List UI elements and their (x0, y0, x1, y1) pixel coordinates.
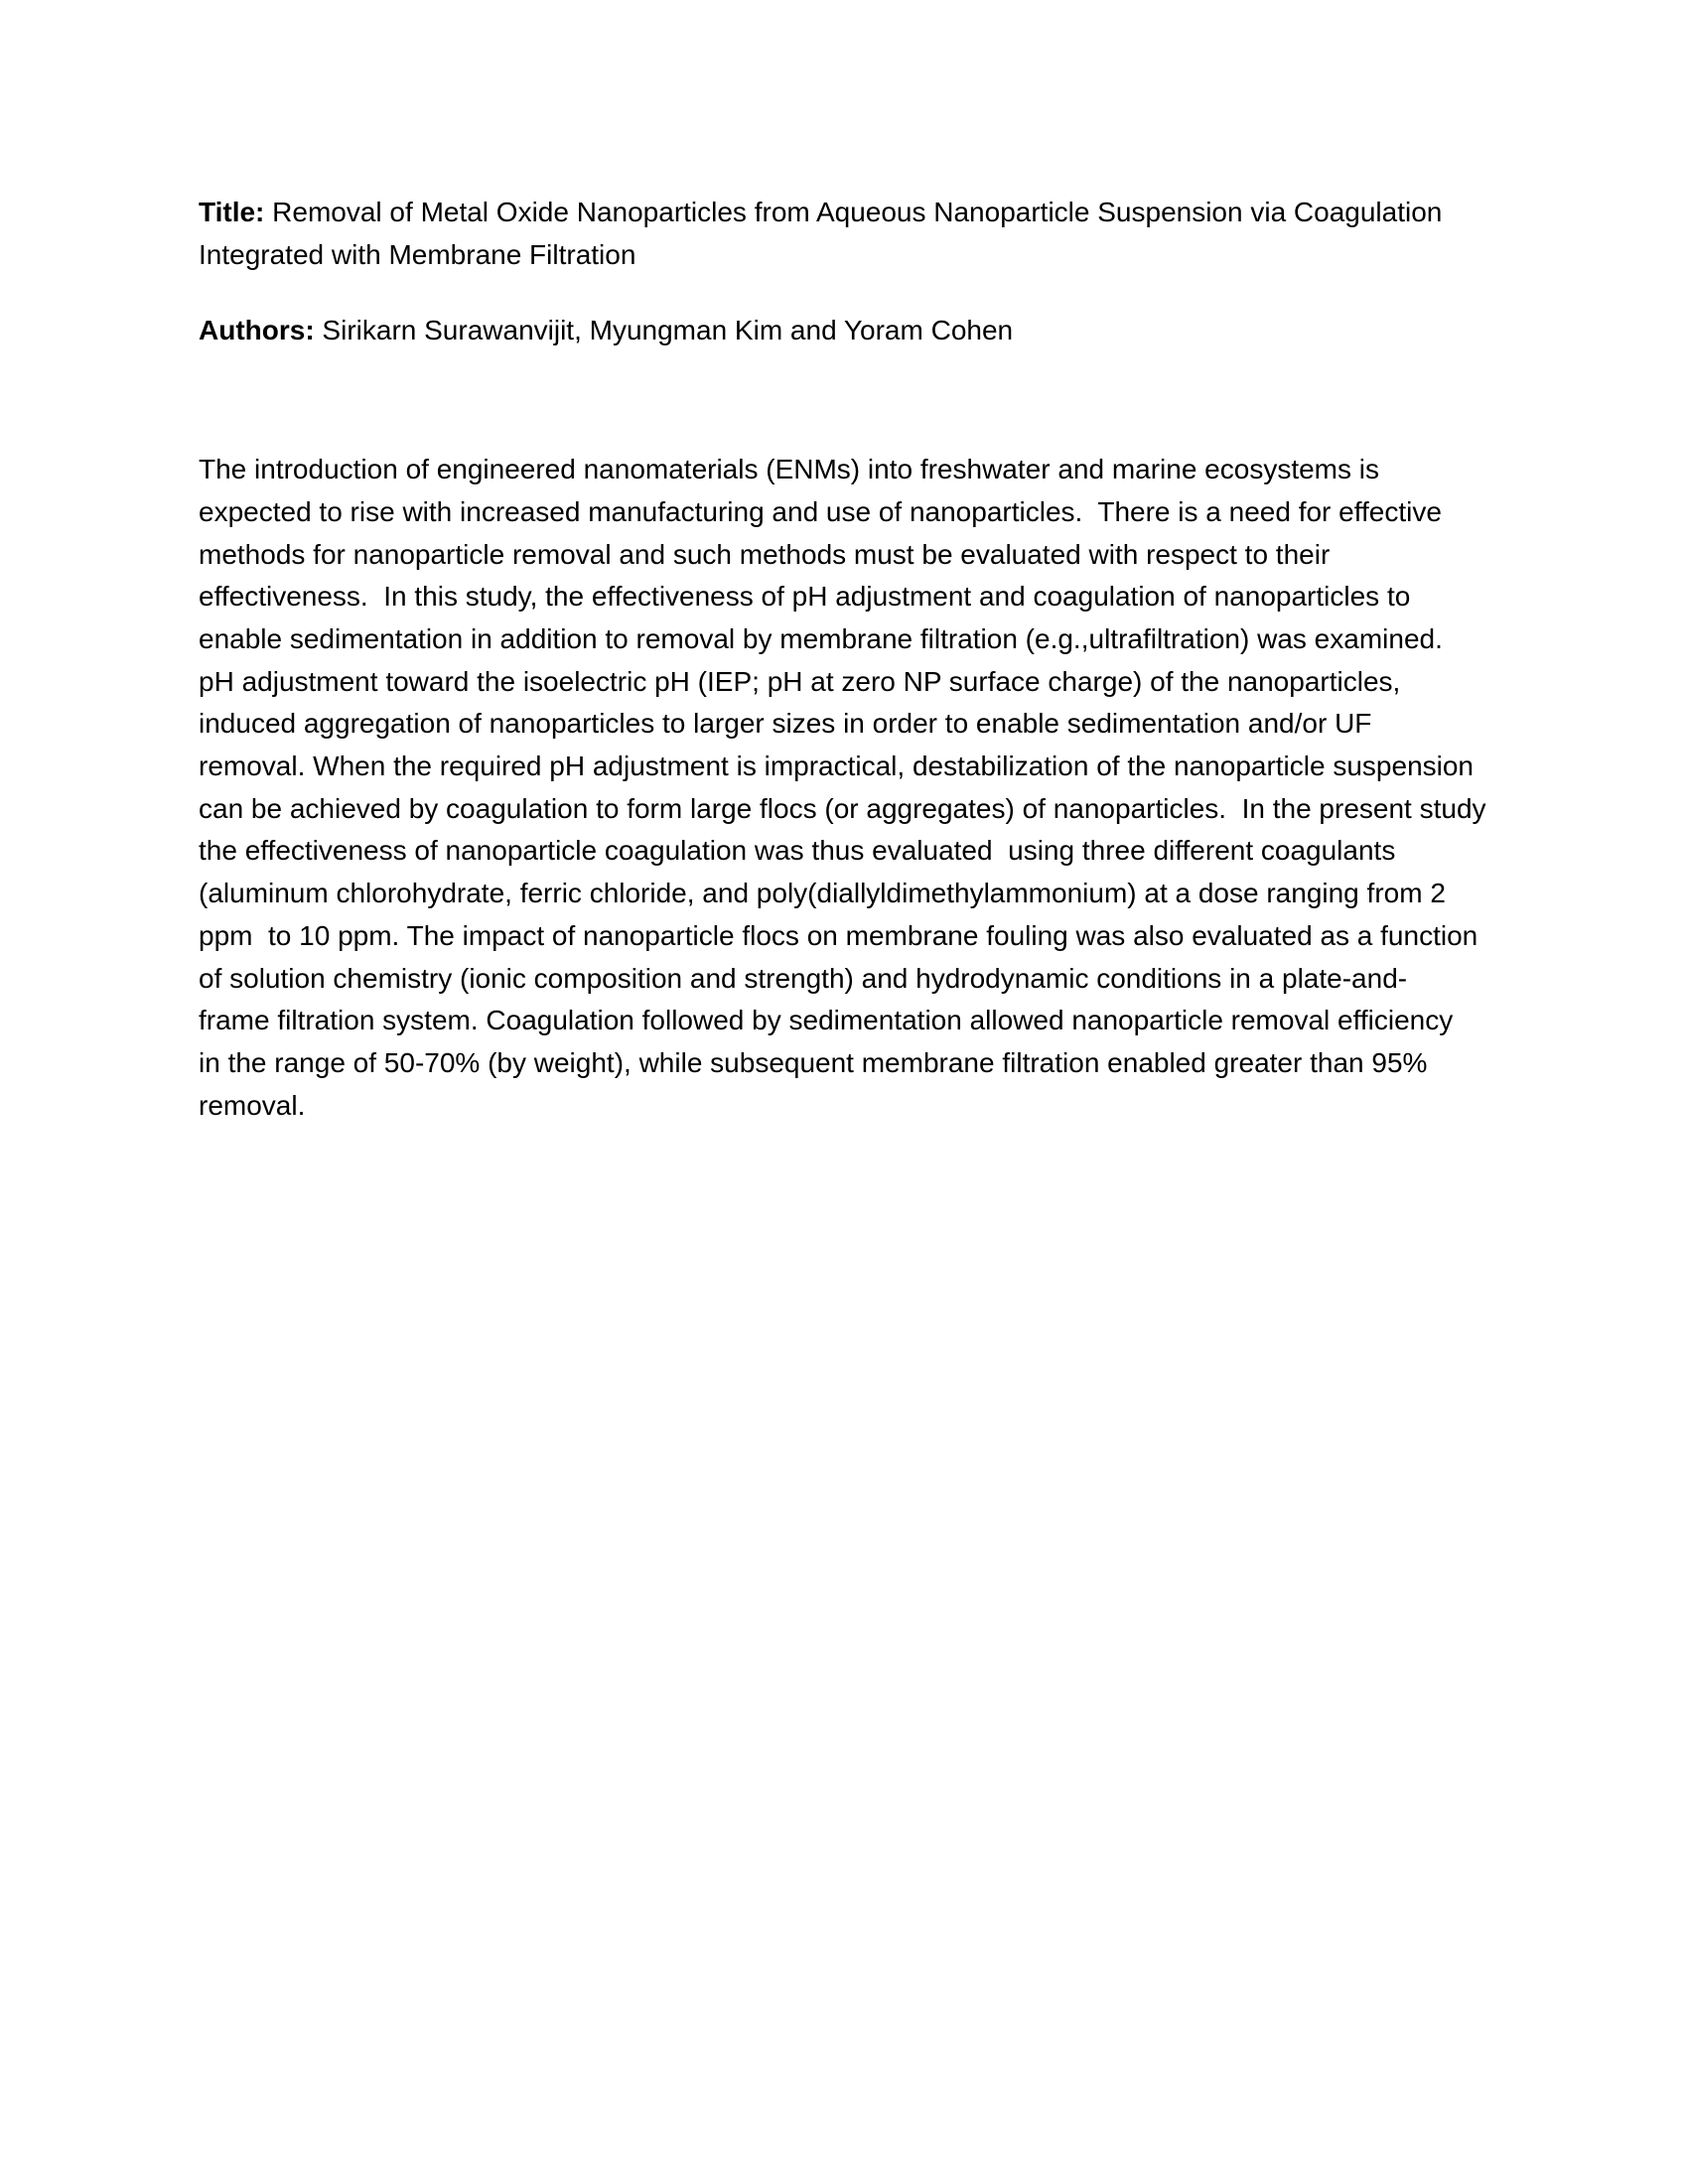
title-line-1 (199, 192, 1489, 234)
authors-paragraph (199, 310, 1489, 352)
abstract-line: of solution chemistry (ionic composition and strength) and hydrodynamic conditions in a plate-and- (199, 962, 1408, 994)
abstract-line: induced aggregation of nanoparticles to larger sizes in order to enable sedimentation and/or UF (199, 708, 1372, 740)
abstract-paragraph (199, 449, 1489, 1127)
abstract-line: can be achieved by coagulation to form large flocs (or aggregates) of nanoparticles. In the present study (199, 792, 1486, 824)
title-text: Removal of Metal Oxide Nanoparticles from Aqueous Nanoparticle Suspension via Coagulation (264, 197, 1443, 227)
title-label: Title: (199, 197, 265, 227)
abstract-line: (aluminum chlorohydrate, ferric chloride, and poly(diallyldimethylammonium) at a dose ranging from 2 (199, 878, 1446, 909)
abstract-line: removal. (199, 1089, 306, 1121)
abstract-line: the effectiveness of nanoparticle coagulation was thus evaluated using three different coagulants (199, 835, 1396, 867)
abstract-line: The introduction of engineered nanomaterials (ENMs) into freshwater and marine ecosystems is (199, 454, 1380, 485)
abstract-line: in the range of 50-70% (by weight), while subsequent membrane filtration enabled greater than 95% (199, 1046, 1428, 1078)
title-line-2: Integrated with Membrane Filtration (199, 238, 636, 270)
abstract-line: enable sedimentation in addition to removal by membrane filtration (e.g.,ultrafiltration) was examined. (199, 622, 1443, 654)
authors-label: Authors: (199, 315, 315, 346)
abstract-line: methods for nanoparticle removal and such methods must be evaluated with respect to their (199, 538, 1331, 570)
abstract-line: expected to rise with increased manufacturing and use of nanoparticles. There is a need for effective (199, 495, 1442, 527)
authors-line (199, 310, 1489, 352)
abstract-line: frame filtration system. Coagulation followed by sedimentation allowed nanoparticle removal efficiency (199, 1005, 1454, 1036)
title-paragraph (199, 192, 1489, 276)
abstract-line: pH adjustment toward the isoelectric pH (IEP; pH at zero NP surface charge) of the nanoparticles, (199, 665, 1401, 697)
abstract-line: ppm to 10 ppm. The impact of nanoparticle flocs on membrane fouling was also evaluated as a function (199, 919, 1478, 951)
abstract-line: removal. When the required pH adjustment is impractical, destabilization of the nanoparticle suspension (199, 751, 1475, 782)
authors-text: Sirikarn Surawanvijit, Myungman Kim and Yoram Cohen (314, 315, 1014, 346)
abstract-line: effectiveness. In this study, the effectiveness of pH adjustment and coagulation of nanoparticles to (199, 581, 1411, 613)
